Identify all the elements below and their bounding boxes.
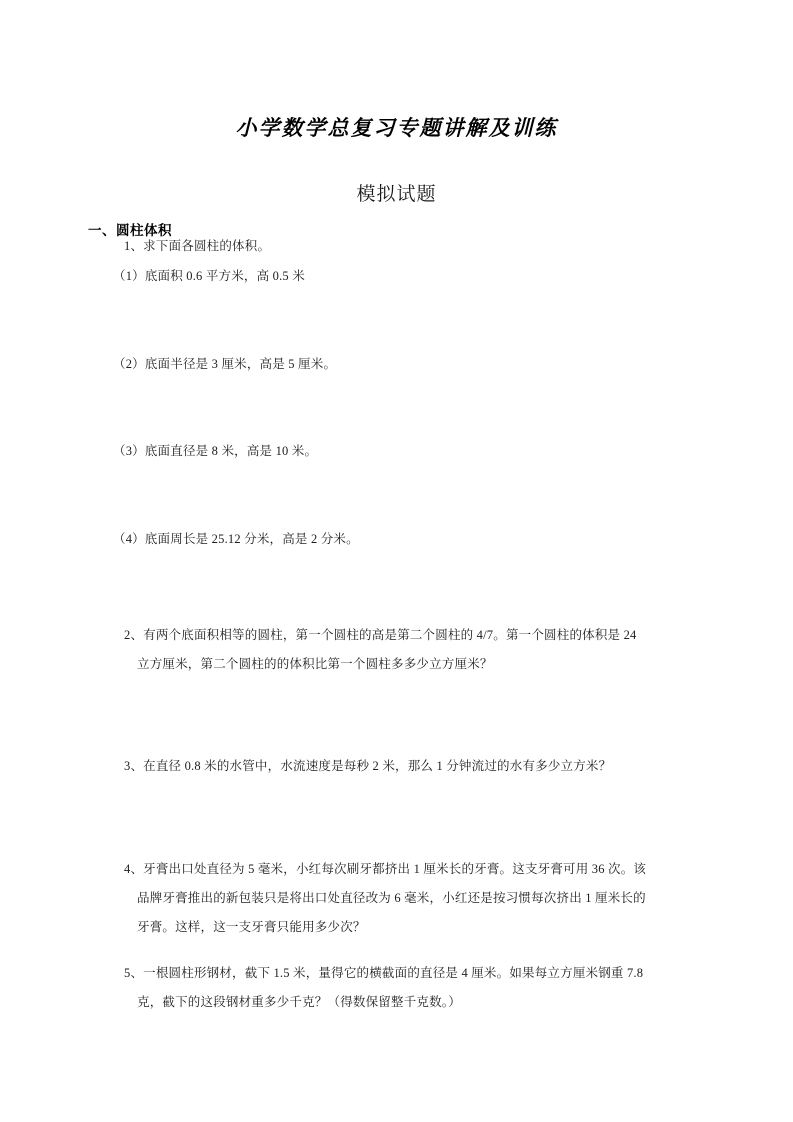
question-line: 牙膏。这样，这一支牙膏只能用多少次？ bbox=[137, 920, 366, 934]
question-sub-item bbox=[113, 525, 693, 554]
question-line: 1、求下面各圆柱的体积。 bbox=[124, 239, 271, 253]
question-sub-item bbox=[113, 437, 693, 466]
question-line: （1）底面积 0.6 平方米，高 0.5 米 bbox=[113, 269, 305, 283]
question-line: （2）底面半径是 3 厘米，高是 5 厘米。 bbox=[113, 357, 337, 371]
question-line: （4）底面周长是 25.12 分米，高是 2 分米。 bbox=[113, 532, 359, 546]
question-line: 2、有两个底面积相等的圆柱，第一个圆柱的高是第二个圆柱的 4/7。第一个圆柱的体积是 24 bbox=[124, 628, 637, 642]
question-item bbox=[124, 621, 719, 679]
question-line: 品牌牙膏推出的新包装只是将出口处直径改为 6 毫米，小红还是按习惯每次挤出 1 厘米长的 bbox=[137, 891, 646, 905]
section-heading-cylinder-volume: 一、圆柱体积 bbox=[88, 222, 172, 238]
question-item bbox=[124, 232, 719, 261]
question-line: 4、牙膏出口处直径为 5 毫米，小红每次刷牙都挤出 1 厘米长的牙膏。这支牙膏可用 36 次。该 bbox=[124, 862, 647, 876]
question-sub-item bbox=[113, 350, 693, 379]
question-sub-item bbox=[113, 262, 693, 291]
question-item bbox=[124, 752, 719, 781]
document-subtitle: 模拟试题 bbox=[356, 183, 437, 205]
document-title: 小学数学总复习专题讲解及训练 bbox=[235, 116, 558, 141]
question-line: 5、一根圆柱形钢材，截下 1.5 米，量得它的横截面的直径是 4 厘米。如果每立方厘米钢重 7.8 bbox=[124, 966, 644, 980]
question-line: 3、在直径 0.8 米的水管中，水流速度是每秒 2 米，那么 1 分钟流过的水有多少立方米？ bbox=[124, 759, 612, 773]
question-item bbox=[124, 855, 719, 942]
question-line: 克，截下的这段钢材重多少千克？（得数保留整千克数。） bbox=[137, 995, 461, 1009]
question-line: 立方厘米，第二个圆柱的的体积比第一个圆柱多多少立方厘米？ bbox=[137, 657, 493, 671]
question-item bbox=[124, 959, 719, 1017]
question-line: （3）底面直径是 8 米，高是 10 米。 bbox=[113, 444, 318, 458]
